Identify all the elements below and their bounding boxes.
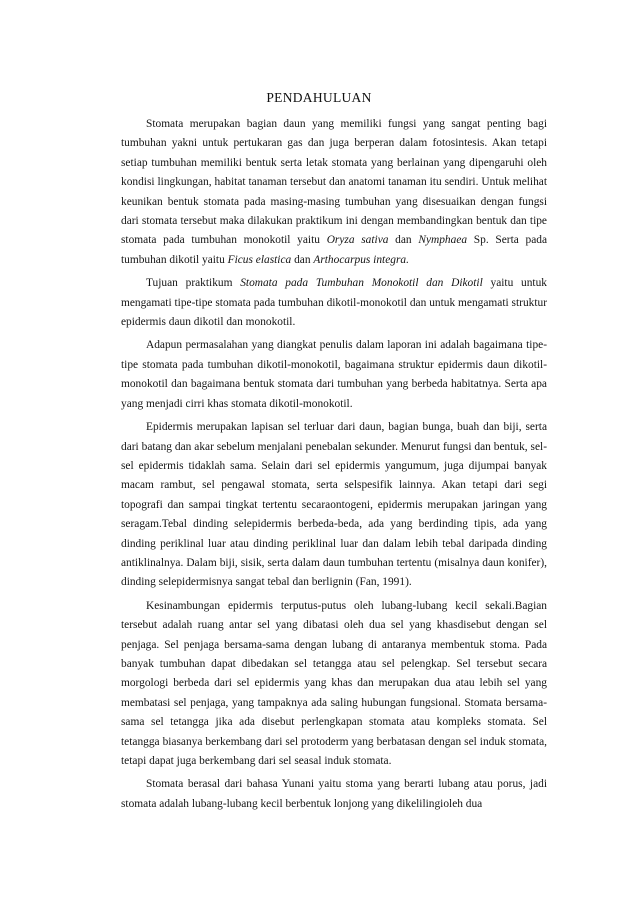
species-arthocarpus: Arthocarpus integra. <box>313 253 409 266</box>
p1-text-a: Stomata merupakan bagian daun yang memiliki fungsi yang sangat penting bagi tumbuhan yakni untuk pertukaran gas dan juga berperan dalam fotosintesis. Akan tetapi setiap tumbuhan memiliki bentuk serta letak stomata yang berlainan yang dipengaruhi oleh kondisi lingkungan, habitat tanaman tersebut dan anatomi tanaman itu sendiri. Untuk melihat keunikan bentuk stomata pada masing-masing tumbuhan yang disesuaikan dengan fungsi dari stomata tersebut maka dilakukan praktikum ini dengan membandingkan bentuk dan tipe stomata pada tumbuhan monokotil yaitu <box>121 118 547 247</box>
paragraph-2 <box>121 274 547 332</box>
practicum-title: Stomata pada Tumbuhan Monokotil dan Dikotil <box>240 277 483 290</box>
p2-text-b: yaitu untuk mengamati tipe-tipe stomata pada tumbuhan dikotil-monokotil dan untuk mengamati struktur epidermis daun dikotil dan monokotil. <box>121 277 547 329</box>
paragraph-6: Stomata berasal dari bahasa Yunani yaitu stoma yang berarti lubang atau porus, jadi stomata adalah lubang-lubang kecil berbentuk lonjong yang dikelilingioleh dua <box>121 778 547 810</box>
page-title: PENDAHULUAN <box>266 90 372 105</box>
p1-text-d: dan <box>291 253 314 266</box>
paragraph-3: Adapun permasalahan yang diangkat penulis dalam laporan ini adalah bagaimana tipe-tipe stomata pada tumbuhan dikotil-monokotil, bagaimana struktur epidermis daun dikotil-monokotil dan bagaimana bentuk stomata dari tumbuhan yang berbeda habitatnya. Serta apa yang menjadi cirri khas stomata dikotil-monokotil. <box>121 339 547 410</box>
p1-text-b: dan <box>388 234 419 247</box>
paragraph-1 <box>121 115 547 270</box>
p1-text-c: Sp. Serta pada tumbuhan dikotil yaitu <box>121 234 548 266</box>
document-body <box>121 115 547 818</box>
species-oryza: Oryza sativa <box>326 234 389 247</box>
species-nymphaea: Nymphaea <box>418 234 468 247</box>
species-ficus: Ficus elastica <box>227 253 292 266</box>
paragraph-5: Kesinambungan epidermis terputus-putus oleh lubang-lubang kecil sekali.Bagian tersebut adalah ruang antar sel yang dibatasi oleh dua sel yang khasdisebut dengan sel penjaga. Sel penjaga bersama-sama dengan lubang di antaranya membentuk stoma. Pada banyak tumbuhan dapat dibedakan sel tetangga atau sel pelengkap. Sel tersebut secara morgologi berbeda dari sel epidermis yang khas dan merupakan dua atau lebih sel yang membatasi sel penjaga, yang tampaknya ada saling hubungan fungsional. Stomata bersama-sama sel tetangga jika ada disebut perlengkapan stomata atau kompleks stomata. Sel tetangga biasanya berkembang dari sel protoderm yang berbatasan dengan sel induk stomata, tetapi dapat juga berkembang dari sel seasal induk stomata. <box>121 599 547 767</box>
paragraph-4: Epidermis merupakan lapisan sel terluar dari daun, bagian bunga, buah dan biji, serta dari batang dan akar sebelum menjalani penebalan sekunder. Menurut fungsi dan bentuk, sel-sel epidermis tidaklah sama. Selain dari sel epidermis yangumum, juga dijumpai banyak macam rambut, sel pengawal stomata, serta selspesifik lainnya. Akan tetapi dari segi topografi dan sampai tingkat tertentu secaraontogeni, epidermis merupakan jaringan yang seragam.Tebal dinding selepidermis berbeda-beda, ada yang berdinding tipis, ada yang dinding periklinal luar atau dinding periklinal luar dan dalam lebih tebal daripada dinding antiklinalnya. Dalam biji, sisik, serta dalam daun tumbuhan tertentu (misalnya daun konifer), dinding selepidermisnya sangat tebal dan berlignin (Fan, 1991). <box>121 421 547 589</box>
p2-text-a: Tujuan praktikum <box>146 277 241 290</box>
